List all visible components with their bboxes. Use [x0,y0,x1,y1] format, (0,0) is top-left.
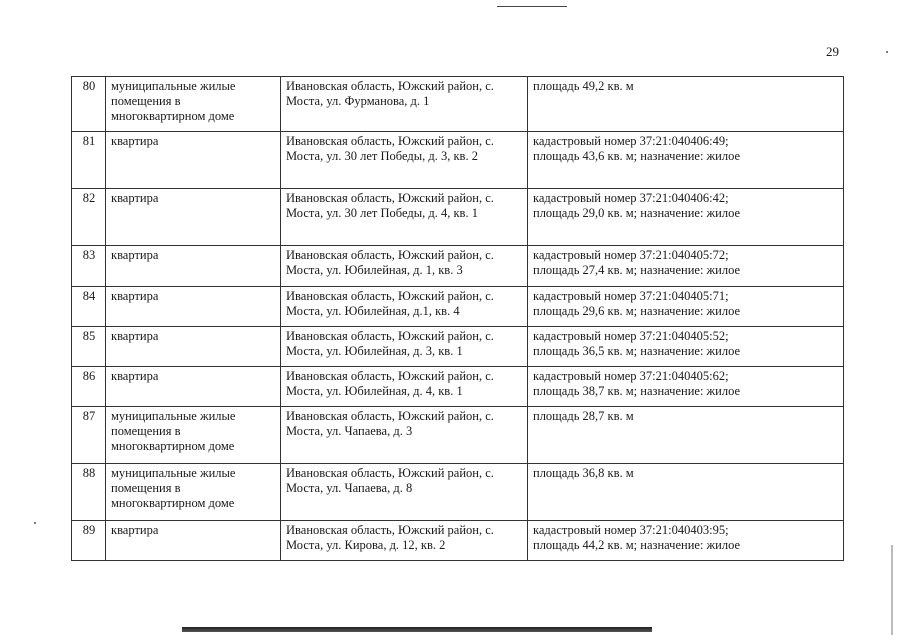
characteristics-line-1: кадастровый номер 37:21:040406:49; [533,134,729,148]
table-row [72,246,844,287]
row-number: 84 [72,287,106,327]
table-row [72,327,844,367]
property-registry-table [71,76,844,561]
object-name: квартира [106,287,281,327]
characteristics-line-1: кадастровый номер 37:21:040405:71; [533,289,729,303]
characteristics-line-1: кадастровый номер 37:21:040405:72; [533,248,729,262]
row-number: 82 [72,189,106,246]
object-name: квартира [106,327,281,367]
characteristics-line-1: кадастровый номер 37:21:040403:95; [533,523,729,537]
object-characteristics [528,327,844,367]
row-number: 85 [72,327,106,367]
object-characteristics [528,132,844,189]
object-address: Ивановская область, Южский район, с. Моста, ул. Кирова, д. 12, кв. 2 [281,521,528,561]
scan-speck [34,522,36,524]
characteristics-line-2: площадь 29,6 кв. м; назначение: жилое [533,304,741,318]
characteristics-line-2: площадь 43,6 кв. м; назначение: жилое [533,149,741,163]
object-name: муниципальные жилые помещения в многоквартирном доме [106,464,281,521]
object-name: квартира [106,132,281,189]
object-characteristics [528,521,844,561]
object-address: Ивановская область, Южский район, с. Моста, ул. Юбилейная, д. 1, кв. 3 [281,246,528,287]
row-number: 88 [72,464,106,521]
table-row [72,464,844,521]
object-address: Ивановская область, Южский район, с. Моста, ул. Чапаева, д. 3 [281,407,528,464]
object-characteristics [528,246,844,287]
object-characteristics [528,407,844,464]
object-address: Ивановская область, Южский район, с. Моста, ул. Фурманова, д. 1 [281,77,528,132]
header-rule [497,6,567,7]
row-number: 89 [72,521,106,561]
object-characteristics [528,464,844,521]
table-row [72,521,844,561]
characteristics-line-1: кадастровый номер 37:21:040406:42; [533,191,729,205]
object-address: Ивановская область, Южский район, с. Моста, ул. 30 лет Победы, д. 3, кв. 2 [281,132,528,189]
object-name: квартира [106,367,281,407]
characteristics-line-1: площадь 49,2 кв. м [533,79,634,93]
table-row [72,287,844,327]
row-number: 86 [72,367,106,407]
table-row [72,189,844,246]
object-name: муниципальные жилые помещения в многоквартирном доме [106,407,281,464]
object-name: квартира [106,521,281,561]
characteristics-line-2: площадь 38,7 кв. м; назначение: жилое [533,384,741,398]
object-characteristics [528,287,844,327]
object-address: Ивановская область, Южский район, с. Моста, ул. Юбилейная, д.1, кв. 4 [281,287,528,327]
object-name: квартира [106,246,281,287]
characteristics-line-2: площадь 36,5 кв. м; назначение: жилое [533,344,741,358]
characteristics-line-2: площадь 29,0 кв. м; назначение: жилое [533,206,741,220]
row-number: 87 [72,407,106,464]
row-number: 81 [72,132,106,189]
characteristics-line-1: площадь 28,7 кв. м [533,409,634,423]
scan-edge-bar [182,627,652,632]
object-address: Ивановская область, Южский район, с. Моста, ул. Юбилейная, д. 3, кв. 1 [281,327,528,367]
object-address: Ивановская область, Южский район, с. Моста, ул. 30 лет Победы, д. 4, кв. 1 [281,189,528,246]
table-row [72,132,844,189]
characteristics-line-1: кадастровый номер 37:21:040405:62; [533,369,729,383]
row-number: 83 [72,246,106,287]
characteristics-line-2: площадь 44,2 кв. м; назначение: жилое [533,538,741,552]
object-address: Ивановская область, Южский район, с. Моста, ул. Юбилейная, д. 4, кв. 1 [281,367,528,407]
characteristics-line-2: площадь 27,4 кв. м; назначение: жилое [533,263,741,277]
characteristics-line-1: кадастровый номер 37:21:040405:52; [533,329,729,343]
table-row [72,367,844,407]
object-name: муниципальные жилые помещения в многоквартирном доме [106,77,281,132]
object-characteristics [528,189,844,246]
object-name: квартира [106,189,281,246]
page-number: 29 [826,44,839,59]
row-number: 80 [72,77,106,132]
table-row [72,77,844,132]
object-characteristics [528,367,844,407]
table-row [72,407,844,464]
characteristics-line-1: площадь 36,8 кв. м [533,466,634,480]
scan-speck [886,51,888,53]
object-characteristics [528,77,844,132]
scan-edge-line [891,545,893,635]
object-address: Ивановская область, Южский район, с. Моста, ул. Чапаева, д. 8 [281,464,528,521]
